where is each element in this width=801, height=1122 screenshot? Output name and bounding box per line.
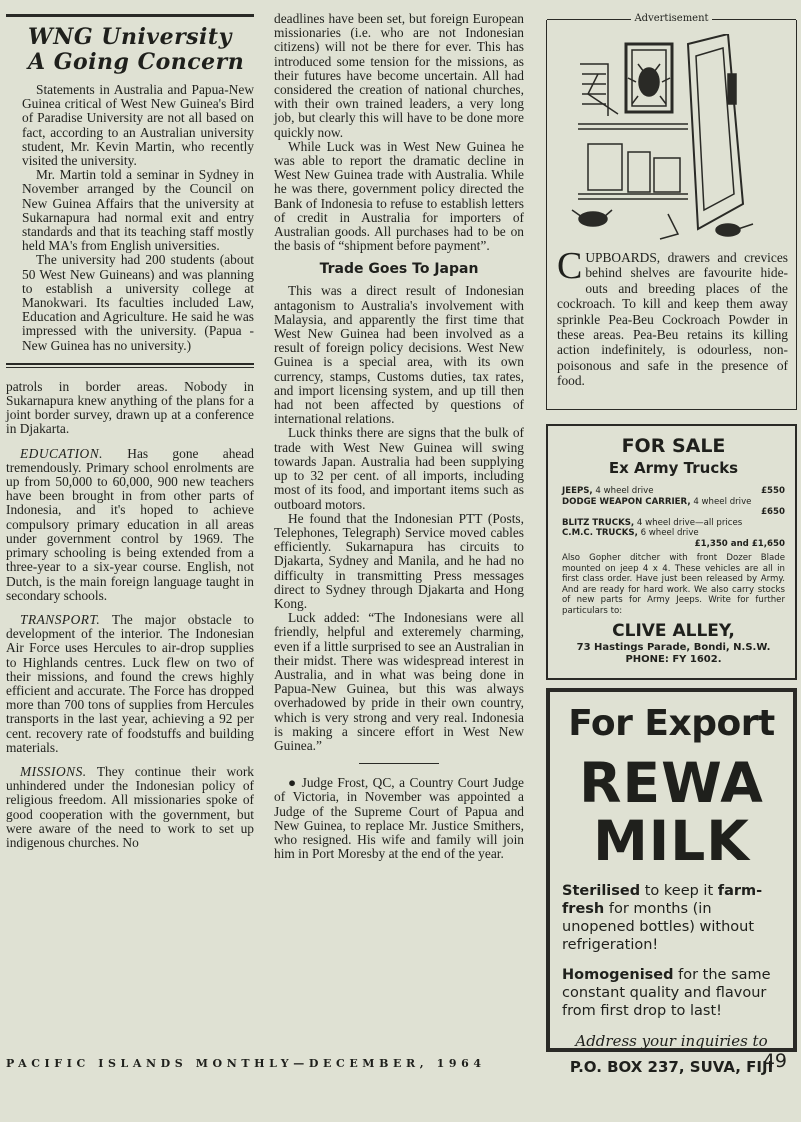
rewa-homogenised-text: Homogenised for the same constant quality and flavour from first drop to last! (562, 967, 771, 1019)
article-paragraph: The university had 200 students (about 50 West New Guineans) and was planning to establish a university college at Manokwari. Its faculties included Law, Education and Agriculture. He said he was impressed with the university. (Papua - New Guinea has no university.) (22, 252, 254, 353)
education-label: EDUCATION. (20, 445, 103, 461)
section-divider (6, 363, 254, 368)
judge-paragraph: ● Judge Frost, QC, a Country Court Judge of Victoria, in November was appointed a Judge of the Supreme Court of Papua and New Guinea, to replace Mr. Justice Smithers, who resigned. His wife and family will join him in Port Moresby at the end of the year. (274, 775, 524, 862)
article-headline (6, 25, 254, 75)
continued-lead: patrols in border areas. Nobody in Sukarnapura knew anything of the plans for a joint border survey, drawn up at a conference in Djakarta. (6, 378, 254, 437)
missions-text: They continue their work unhindered under the Indonesian policy of religious freedom. All missionaries spoke of good cooperation with the government, but were aware of the need to work to set up indigenous churches. No (6, 763, 254, 850)
seller-phone: PHONE: FY 1602. (625, 654, 722, 665)
rewa-headline: For Export (568, 703, 775, 744)
sale-subtitle: Ex Army Trucks (608, 459, 739, 477)
short-divider (359, 763, 439, 764)
headline-line-1: WNG University (28, 24, 232, 50)
article-paragraph: Statements in Australia and Papua-New Guinea critical of West New Guinea's Bird of Paradise University are not all based on fact, according to an Australian university student, Mr. Kevin Martin, who recently visited the university. (22, 82, 254, 169)
cockroach-advertisement (546, 13, 797, 410)
for-sale-advertisement (546, 424, 797, 680)
middle-paragraph: He found that the Indonesian PTT (Posts, Telephones, Telegraph) Service moved cables efficiently. Sukarnapura has circuits to Djakarta, Sydney and Manila, and he had no difficulty in transmitting Press messages direct to Sydney through Djakarta and Hong Kong. (274, 510, 524, 611)
left-column (6, 12, 254, 850)
top-rule (6, 14, 254, 17)
sale-item-price: £650 (761, 507, 785, 517)
sale-item: BLITZ TRUCKS, 4 wheel drive—all prices (562, 517, 743, 528)
rewa-brand: REWA (579, 751, 764, 815)
cupboard-illustration (568, 34, 778, 244)
middle-paragraph: deadlines have been set, but foreign European missionaries (i.e. who are not Indonesian citizens) will not be there for ever. This has introduced some tension for the missions, as their futures have become uncertain. All had considered the creation of national churches, with their own trained leaders, a very long job, but clearly this will have to be done more quickly now. (274, 11, 524, 140)
transport-label: TRANSPORT. (20, 611, 101, 627)
advertisement-label: Advertisement (547, 12, 796, 26)
missions-paragraph (6, 765, 254, 850)
drop-cap: C (557, 245, 583, 287)
rewa-sterilised-text: Sterilised to keep it farm-fresh for months (in unopened bottles) without refrigeration! (562, 883, 763, 953)
middle-paragraph: Luck added: “The Indonesians were all friendly, helpful and exteremely charming, even if a little surprised to see an Australian in their midst. There was widespread interest in Australia, and in what was being done in Papua-New Guinea, but this was always overhadowed by pride in their own country, which is very strong and very real. Indonesia is making a sincere effort in West New Guinea.” (274, 610, 524, 753)
cockroach-ad-text: CUPBOARDS, drawers and crevices behind shelves are favourite hide-outs and breeding places of the cockroach. To kill and keep them away sprinkle Pea-Beu Cockroach Powder in these areas. Pea-Beu retains its killing action indefinitely, is odourless, non-poisonous and safe in the presence of food. (557, 245, 788, 389)
headline-line-2: A Going Concern (28, 49, 245, 75)
running-title: PACIFIC ISLANDS MONTHLY—DECEMBER, 1964 (6, 1057, 486, 1070)
missions-label: MISSIONS. (20, 763, 87, 779)
sale-note: Also Gopher ditcher with front Dozer Blade mounted on jeep 4 x 4. These vehicles are all in first class order. Have just been released by Army. And are ready for hard work. We also carry stocks of new parts for Army Jeeps. Write for further particulars to: (562, 553, 785, 616)
page-footer (6, 1050, 787, 1072)
middle-column (274, 12, 524, 861)
middle-paragraph: While Luck was in West New Guinea he was able to report the dramatic decline in West New Guinea trade with Australia. While he was there, government policy directed the Bank of Indonesia to refuse to establish letters of credit in Australia for importers of Australian goods. All purchases had to be on the basis of “shipment before payment”. (274, 138, 524, 254)
rewa-address-line: Address your inquiries to (575, 1032, 768, 1050)
sale-item: DODGE WEAPON CARRIER, 4 wheel drive (562, 496, 752, 507)
education-text: Has gone ahead tremendously. Primary school enrolments are up from 50,000 to 60,000, 900 new teachers have been brought in from other parts of Indonesia, and it's hoped to achieve compulsory primary education in all areas under government control by 1969. The primary schooling is being extended from a three-year to a six-year course. English, not Dutch, is the main foreign language taught in secondary schools. (6, 445, 254, 603)
article-body (6, 83, 254, 353)
middle-paragraph: Luck thinks there are signs that the bulk of trade with West New Guinea will swing towards Japan. Australia had been supplying up to 32 per cent. of all imports, including most of its food, and important items such as outboard motors. (274, 425, 524, 512)
rewa-po-box: P.O. BOX 237, SUVA, FIJI (569, 1058, 774, 1076)
education-paragraph (6, 447, 254, 603)
rewa-product: MILK (593, 809, 750, 873)
sale-title: FOR SALE (621, 435, 726, 457)
seller-address: 73 Hastings Parade, Bondi, N.S.W. (576, 642, 771, 653)
sale-item: C.M.C. TRUCKS, 6 wheel drive (562, 528, 699, 538)
sale-item: JEEPS, 4 wheel drive £550 (562, 486, 785, 496)
transport-text: The major obstacle to development of the interior. The Indonesian Air Force uses Hercules to air-drop supplies to Highlands centres. Luck flew on two of their missions, and found the crews highly efficient and accurate. The Force has dropped more than 700 tons of supplies from Hercules transports in the last year, achieving a 92 per cent. recovery rate of foodstuffs and building materials. (6, 611, 254, 755)
transport-paragraph (6, 613, 254, 755)
continued-article (6, 380, 254, 850)
sale-item-price: £1,350 and £1,650 (694, 538, 785, 549)
middle-paragraph: This was a direct result of Indonesian antagonism to Australia's involvement with Malaysia, and apparently the first time that West New Guinea had been involved as a result of foreign policy decisions. West New Guinea is a special area, with its own currency, stamps, Customs duties, tax rates, and import licensing system, and up till then had not been affected by questions of international relations. (274, 283, 524, 427)
trade-subhead: Trade Goes To Japan (319, 261, 479, 278)
article-paragraph: Mr. Martin told a seminar in Sydney in November arranged by the Council on New Guinea Affairs that the university at Sukarnapura had normal exit and entry standards and that its teaching staff mostly held MA's from English universities. (22, 167, 254, 254)
seller-name: CLIVE ALLEY, (612, 621, 735, 641)
page-number: 49 (762, 1050, 787, 1072)
